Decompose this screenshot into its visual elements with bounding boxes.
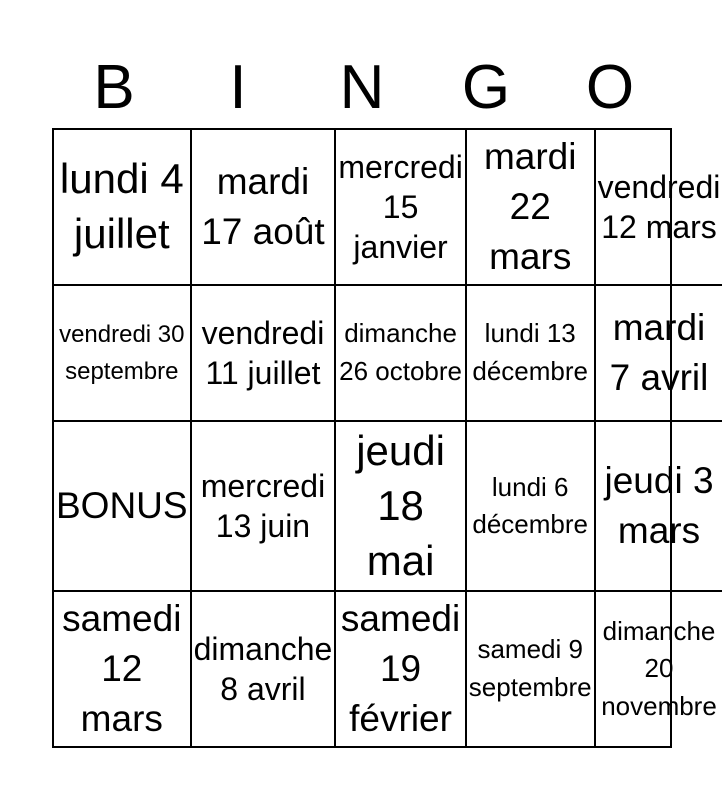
bingo-cell-r1-c3[interactable]: lundi 13 décembre — [467, 286, 596, 423]
bingo-cell-r1-c2[interactable]: dimanche 26 octobre — [336, 286, 466, 423]
bingo-board — [52, 128, 721, 748]
bingo-cell-r0-c2[interactable]: mercredi 15 janvier — [336, 130, 466, 286]
bingo-cell-r0-c3[interactable]: mardi 22 mars — [467, 130, 596, 286]
bingo-cell-r0-c0[interactable]: lundi 4 juillet — [54, 130, 192, 286]
bingo-cell-r2-c2[interactable]: jeudi 18 mai — [336, 422, 466, 592]
header-letter-i: I — [229, 53, 247, 122]
header-letter-o: O — [585, 53, 635, 122]
bingo-cell-r1-c1[interactable]: vendredi 11 juillet — [192, 286, 337, 423]
bingo-cell-r2-c0[interactable]: BONUS — [54, 422, 192, 592]
bingo-cell-r0-c4[interactable]: vendredi 12 mars — [596, 130, 723, 286]
bingo-cell-r2-c4[interactable]: jeudi 3 mars — [596, 422, 723, 592]
bingo-cell-r3-c2[interactable]: samedi 19 février — [336, 592, 466, 746]
header-letter-b: B — [93, 53, 135, 122]
bingo-cell-r3-c4[interactable]: dimanche 20 novembre — [601, 615, 717, 721]
bingo-cell-r3-c3[interactable]: samedi 9 septembre — [467, 592, 596, 746]
bingo-header — [52, 48, 672, 128]
header-letter-g: G — [461, 53, 511, 122]
header-letter-n: N — [339, 53, 385, 122]
bingo-cell-r2-c1[interactable]: mercredi 13 juin — [192, 422, 337, 592]
bingo-cell-r3-c1[interactable]: dimanche 8 avril — [192, 592, 337, 746]
bingo-cell-r1-c0[interactable]: vendredi 30 septembre — [54, 286, 192, 423]
bingo-cell-r0-c1[interactable]: mardi 17 août — [192, 130, 337, 286]
bingo-cell-r2-c3[interactable]: lundi 6 décembre — [467, 422, 596, 592]
bingo-cell-r3-c0[interactable]: samedi 12 mars — [54, 592, 192, 746]
bingo-cell-r1-c4[interactable]: mardi 7 avril — [596, 286, 723, 423]
